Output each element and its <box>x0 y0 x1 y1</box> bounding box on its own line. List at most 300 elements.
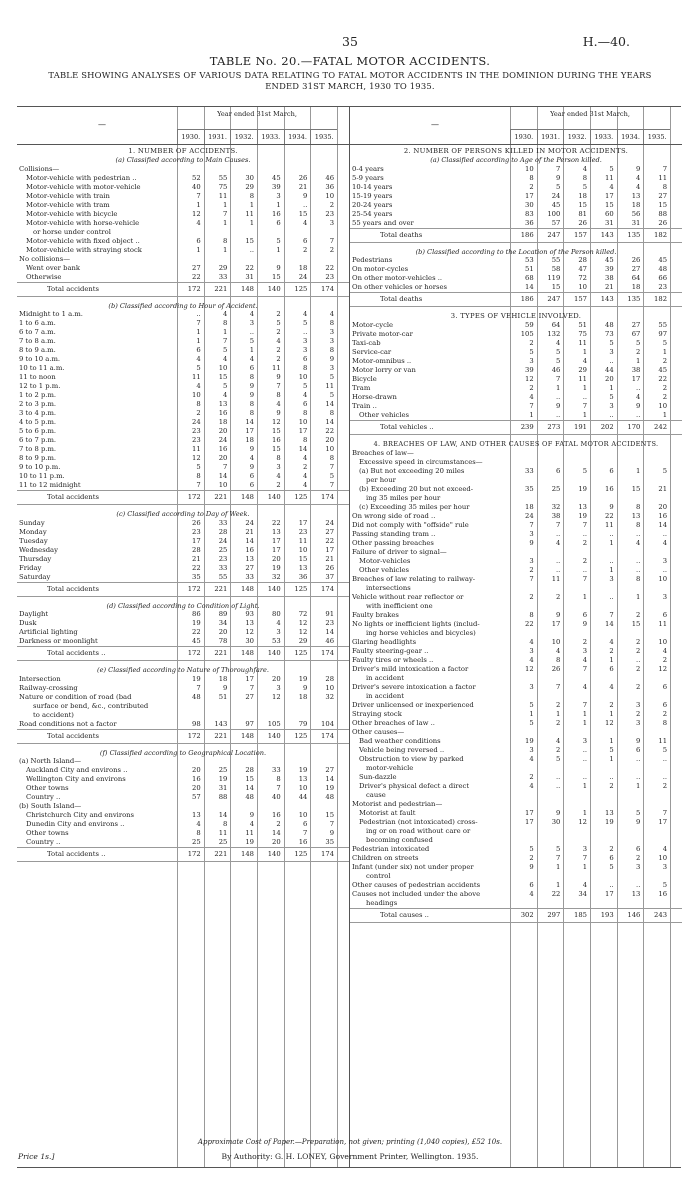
cell-value: 4 <box>249 355 255 363</box>
cell-value: 14 <box>218 472 228 480</box>
cell-value: 22 <box>325 427 335 435</box>
cell-value: 1 <box>582 709 588 718</box>
cell-value: 3 <box>582 844 588 853</box>
cell-value: 35 <box>325 838 335 846</box>
cell-value: 33 <box>218 563 228 572</box>
cell-value: 5 <box>276 236 281 245</box>
cell-value: 5 <box>636 339 641 347</box>
cell-value: 15 <box>631 484 641 493</box>
total-label: Total accidents <box>47 284 100 293</box>
table-row <box>17 775 349 784</box>
cell-value: 20 <box>192 784 201 792</box>
imprint <box>0 1152 700 1166</box>
row-label: 1 to 6 a.m. <box>19 319 56 327</box>
row-label: Railway-crossing <box>19 683 78 692</box>
total-value: 157 <box>574 295 588 303</box>
cell-value: 12 <box>578 817 588 826</box>
total-value: 125 <box>294 584 308 593</box>
total-label: Total causes .. <box>380 910 429 919</box>
cell-value: 45 <box>658 366 668 374</box>
table-row <box>350 665 682 674</box>
total-row <box>17 282 349 297</box>
total-value: 242 <box>654 423 668 431</box>
cell-value: 13 <box>192 811 201 819</box>
cell-value: 55 <box>658 321 668 329</box>
cell-value: 15 <box>272 272 281 281</box>
cell-value: 30 <box>245 637 255 645</box>
cell-value: 36 <box>298 572 308 581</box>
cell-value: 29 <box>245 182 255 191</box>
cell-value: 13 <box>631 191 641 200</box>
cell-value: .. <box>582 745 588 754</box>
cell-value: 11 <box>578 375 588 383</box>
cell-value: 5 <box>662 880 668 889</box>
cell-value: 24 <box>192 418 201 426</box>
row-label: 25-54 years <box>352 209 393 218</box>
row-label: Vehicle being reversed .. <box>359 745 445 754</box>
cell-value: 2 <box>636 853 641 862</box>
total-value: 185 <box>574 910 588 919</box>
table-row <box>350 256 682 265</box>
cell-value: 5 <box>249 337 255 345</box>
row-label: per hour <box>366 475 396 484</box>
cell-value: 9 <box>582 619 588 628</box>
table-row <box>17 400 349 409</box>
cell-value: 1 <box>196 337 201 345</box>
cell-value: 12 <box>272 418 281 426</box>
cell-value: 7 <box>329 481 335 489</box>
table-row <box>350 890 682 899</box>
row-label: Motor-vehicle with motor-vehicle <box>26 182 141 191</box>
price: Price 1s.] <box>18 1152 55 1161</box>
cell-value: 12 <box>272 692 281 701</box>
cell-value: 2 <box>276 355 281 363</box>
cell-value: 17 <box>525 817 534 826</box>
row-label: 7 to 8 a.m. <box>19 337 56 345</box>
total-value: 186 <box>520 295 534 303</box>
row-label: Wellington City and environs <box>26 775 126 783</box>
total-row <box>17 582 349 597</box>
cell-value: 4 <box>223 355 228 363</box>
row-label: 6 to 7 a.m. <box>19 328 56 336</box>
cell-value: 7 <box>529 574 534 583</box>
cell-value: 22 <box>325 263 335 272</box>
cell-value: .. <box>662 754 668 763</box>
cell-value: 15 <box>578 200 588 209</box>
cell-value: 5 <box>662 745 668 754</box>
cell-value: 4 <box>196 820 201 828</box>
cell-value: 51 <box>525 265 534 273</box>
cell-value: 18 <box>218 674 228 683</box>
cell-value: 23 <box>325 209 335 218</box>
cell-value: 27 <box>245 692 255 701</box>
cell-value: 30 <box>551 817 561 826</box>
cell-value: 23 <box>298 527 308 536</box>
cell-value: 17 <box>525 808 534 817</box>
cell-value: 5 <box>223 346 228 354</box>
cell-value: 5 <box>556 182 561 191</box>
total-value: 174 <box>321 850 335 858</box>
total-value: 140 <box>267 493 281 501</box>
cell-value: 3 <box>529 745 534 754</box>
row-label: cause <box>366 790 386 799</box>
cell-value: 66 <box>658 274 668 282</box>
cell-value: 10 <box>218 481 228 489</box>
total-row <box>17 646 349 661</box>
cell-value: 5 <box>556 844 561 853</box>
cell-value: 16 <box>272 436 281 444</box>
column-header: — Year ended 31st March, 1930. 1931. 1932. 1933. 1934. 1935. <box>17 107 349 145</box>
page-header <box>0 34 700 50</box>
cell-value: 5 <box>556 348 561 356</box>
table-row <box>350 539 682 548</box>
cell-value: 22 <box>325 536 335 545</box>
cell-value: 4 <box>582 880 588 889</box>
cell-value: 24 <box>525 511 534 520</box>
cell-value: 16 <box>218 445 228 453</box>
total-label: Total accidents <box>47 493 100 501</box>
total-row <box>350 908 682 923</box>
cell-value: 47 <box>578 265 588 273</box>
row-label: No collisions— <box>19 254 71 263</box>
cell-value: 4 <box>529 655 534 664</box>
cell-value: 2 <box>529 565 534 574</box>
table-row <box>350 818 682 827</box>
table-row <box>17 373 349 382</box>
cell-value: 1 <box>582 808 588 817</box>
table-row <box>17 319 349 328</box>
table-row <box>350 557 682 566</box>
total-value: 146 <box>627 910 641 919</box>
cell-value: .. <box>249 328 255 336</box>
cell-value: 13 <box>272 527 281 536</box>
cell-value: 23 <box>325 619 335 627</box>
cell-value: 4 <box>636 182 641 191</box>
cell-value: 13 <box>605 808 614 817</box>
row-label: Driver's severe intoxication a factor <box>352 682 476 691</box>
cell-value: 7 <box>556 853 561 862</box>
cell-value: 38 <box>605 274 614 282</box>
cell-value: 2 <box>662 393 668 401</box>
section-title: 3. TYPES OF VEHICLE INVOLVED. <box>450 312 582 320</box>
table-row <box>17 784 349 793</box>
table-row <box>350 692 682 701</box>
cell-value: .. <box>662 772 668 781</box>
table-row <box>17 346 349 355</box>
row-label: Motorist and pedestrian— <box>352 799 443 808</box>
cell-value: 3 <box>662 862 668 871</box>
total-value: 125 <box>294 850 308 858</box>
cell-value: 2 <box>303 245 308 254</box>
row-label: Otherwise <box>26 272 62 281</box>
cell-value: .. <box>636 754 641 763</box>
table-row <box>350 593 682 602</box>
cell-value: 3 <box>609 574 614 583</box>
table-row <box>350 283 682 292</box>
cell-value: 4 <box>529 889 534 898</box>
table-row <box>17 637 349 646</box>
page-number: 35 <box>342 34 358 49</box>
total-value: 174 <box>321 649 335 657</box>
cell-value: 45 <box>272 173 281 182</box>
table-row <box>350 384 682 393</box>
table-row <box>350 638 682 647</box>
row-label: Other causes of pedestrian accidents <box>352 880 481 889</box>
total-value: 140 <box>267 731 281 740</box>
cell-value: 4 <box>276 337 281 345</box>
row-label: Obstruction to view by parked <box>359 754 464 763</box>
cell-value: 26 <box>658 218 668 227</box>
cell-value: 3 <box>303 337 308 345</box>
cell-value: 11 <box>658 173 668 182</box>
cell-value: 9 <box>609 502 614 511</box>
table-row <box>350 357 682 366</box>
total-value: 157 <box>574 230 588 239</box>
cell-value: 11 <box>245 829 255 837</box>
table-title: TABLE No. 20.—FATAL MOTOR ACCIDENTS. <box>209 54 491 68</box>
cell-value: 23 <box>192 527 201 536</box>
cell-value: 17 <box>325 545 335 554</box>
cell-value: 12 <box>245 628 255 636</box>
cell-value: 4 <box>329 310 335 318</box>
cell-value: 2 <box>529 182 534 191</box>
table-row <box>17 409 349 418</box>
cell-value: 75 <box>218 182 228 191</box>
table-row <box>350 836 682 845</box>
table-row <box>17 454 349 463</box>
cell-value: 23 <box>325 272 335 281</box>
table-row <box>350 274 682 283</box>
row-label: Glaring headlights <box>352 637 417 646</box>
table-row <box>350 476 682 485</box>
cell-value: 20 <box>272 674 281 683</box>
cell-value: 27 <box>631 321 641 329</box>
table-row <box>350 503 682 512</box>
cell-value: 16 <box>658 889 668 898</box>
cell-value: 4 <box>529 754 534 763</box>
row-label: 9 to 10 a.m. <box>19 355 61 363</box>
table-row <box>17 445 349 454</box>
cell-value: 2 <box>303 463 308 471</box>
total-value: 125 <box>294 731 308 740</box>
table-row <box>17 364 349 373</box>
cell-value: 29 <box>578 366 588 374</box>
total-value: 202 <box>600 423 614 431</box>
total-value: 125 <box>294 493 308 501</box>
cell-value: 21 <box>325 554 335 563</box>
cell-value: 5 <box>556 357 561 365</box>
cell-value: 6 <box>303 400 308 408</box>
cell-value: 25 <box>218 766 228 774</box>
cell-value: 16 <box>218 409 228 417</box>
cell-value: 24 <box>218 436 228 444</box>
cell-value: 23 <box>192 436 201 444</box>
column-header: — Year ended 31st March, 1930. 1931. 1932. 1933. 1934. 1935. <box>350 107 682 145</box>
cell-value: .. <box>609 529 614 538</box>
row-label: Other causes— <box>352 727 405 736</box>
row-label: Faulty steering-gear .. <box>352 646 429 655</box>
cell-value: 11 <box>272 364 281 372</box>
cell-value: 14 <box>298 445 308 453</box>
table-row <box>17 675 349 684</box>
row-label: Saturday <box>19 572 51 581</box>
row-label: 55 years and over <box>352 218 414 227</box>
cell-value: 29 <box>218 263 228 272</box>
row-label: 1 to 2 p.m. <box>19 391 57 399</box>
cell-value: 15 <box>298 554 308 563</box>
cell-value: 2 <box>636 610 641 619</box>
cell-value: 2 <box>276 820 281 828</box>
row-label: Wednesday <box>19 545 58 554</box>
cell-value: 10 <box>298 784 308 792</box>
subsection-caption: (c) Classified according to Day of Week. <box>116 510 250 518</box>
cell-value: 3 <box>329 364 335 372</box>
total-value: 172 <box>187 649 201 657</box>
cell-value: 45 <box>658 256 668 264</box>
cell-value: 4 <box>303 391 308 399</box>
cell-value: 15 <box>272 445 281 453</box>
row-label: Monday <box>19 527 47 536</box>
cell-value: 35 <box>192 572 201 581</box>
total-row <box>350 228 682 243</box>
row-label: Driver's mild intoxication a factor <box>352 664 469 673</box>
total-value: 148 <box>241 584 255 593</box>
cell-value: 9 <box>303 191 308 200</box>
table-row <box>17 481 349 490</box>
cell-value: 78 <box>218 637 228 645</box>
total-value: 221 <box>214 284 228 293</box>
cell-value: .. <box>609 592 614 601</box>
total-row <box>350 292 682 307</box>
cell-value: 64 <box>551 321 561 329</box>
cell-value: 4 <box>556 538 561 547</box>
total-row <box>17 729 349 744</box>
cell-value: 8 <box>276 454 281 462</box>
cell-value: 2 <box>636 664 641 673</box>
cell-value: 20 <box>272 554 281 563</box>
cell-value: 1 <box>529 709 534 718</box>
cell-value: 17 <box>192 536 201 545</box>
cell-value: 2 <box>529 384 534 392</box>
row-label: (a) North Island— <box>19 757 81 765</box>
cell-value: .. <box>556 556 561 565</box>
cell-value: 1 <box>556 862 561 871</box>
cell-value: .. <box>582 393 588 401</box>
table-row <box>350 210 682 219</box>
cell-value: 14 <box>325 628 335 636</box>
cell-value: 38 <box>551 511 561 520</box>
table-row <box>350 602 682 611</box>
cell-value: .. <box>556 781 561 790</box>
cell-value: 33 <box>218 272 228 281</box>
table-row <box>17 519 349 528</box>
table-row <box>350 375 682 384</box>
cell-value: 51 <box>578 321 588 329</box>
row-label: 10 to 11 a.m. <box>19 364 65 372</box>
cell-value: 20 <box>325 436 335 444</box>
row-label: becoming confused <box>366 835 433 844</box>
cell-value: 4 <box>249 820 255 828</box>
cell-value: 5 <box>303 319 308 327</box>
row-label: (b) Exceeding 20 but not exceed- <box>359 484 474 493</box>
table-row <box>350 530 682 539</box>
cell-value: 5 <box>329 472 335 480</box>
cell-value: 7 <box>556 520 561 529</box>
table-row <box>350 737 682 746</box>
cell-value: 58 <box>551 265 561 273</box>
cell-value: 2 <box>276 481 281 489</box>
cell-value: 55 <box>551 256 561 264</box>
row-label: headings <box>366 898 398 907</box>
table-row <box>17 793 349 802</box>
table-row <box>350 548 682 557</box>
total-label: Total accidents <box>47 584 100 593</box>
cell-value: 11 <box>192 445 201 453</box>
cell-value: 10 <box>325 191 335 200</box>
cell-value: 8 <box>529 610 534 619</box>
cell-value: 6 <box>582 610 588 619</box>
cell-value: 5 <box>582 466 588 475</box>
cell-value: 7 <box>303 829 308 837</box>
total-value: 148 <box>241 731 255 740</box>
total-value: 221 <box>214 584 228 593</box>
printer-authority: By Authority: G. H. LONEY, Government Printer, Wellington. 1935. <box>221 1152 479 1161</box>
cell-value: 14 <box>325 400 335 408</box>
cell-value: 13 <box>631 511 641 520</box>
cell-value: 2 <box>556 592 561 601</box>
cell-value: .. <box>609 357 614 365</box>
cell-value: 2 <box>276 346 281 354</box>
cell-value: 39 <box>525 366 534 374</box>
row-label: ing horse vehicles and bicycles) <box>366 628 476 637</box>
table-row <box>17 838 349 847</box>
cell-value: 14 <box>325 775 335 783</box>
cell-value: .. <box>303 328 308 336</box>
table-row <box>350 174 682 183</box>
cell-value: 1 <box>223 245 228 254</box>
row-label: Service-car <box>352 348 392 356</box>
row-label: 9 to 10 p.m. <box>19 463 61 471</box>
cell-value: 14 <box>605 619 614 628</box>
row-label: control <box>366 871 391 880</box>
cell-value: 119 <box>547 274 561 282</box>
total-value: 125 <box>294 649 308 657</box>
cell-value: 7 <box>662 164 668 173</box>
cell-value: 15 <box>631 619 641 628</box>
row-label: 2 to 3 p.m. <box>19 400 57 408</box>
cell-value: 6 <box>303 820 308 828</box>
table-row <box>350 467 682 476</box>
row-label: Sun-dazzle <box>359 772 397 781</box>
cell-value: 11 <box>658 736 668 745</box>
cell-value: 6 <box>662 682 668 691</box>
cell-value: 17 <box>658 817 668 826</box>
row-label: Pedestrians <box>352 256 393 264</box>
cell-value: 88 <box>658 209 668 218</box>
table-row <box>17 418 349 427</box>
cell-value: 9 <box>636 164 641 173</box>
cell-value: 18 <box>631 283 641 291</box>
total-value: 221 <box>214 649 228 657</box>
row-label: Motor-vehicle with straying stock <box>26 245 142 254</box>
table-row <box>17 337 349 346</box>
cell-value: 5 <box>529 718 534 727</box>
total-value: 182 <box>654 295 668 303</box>
row-label: Midnight to 1 a.m. <box>19 310 83 318</box>
cell-value: 1 <box>582 862 588 871</box>
cell-value: 105 <box>520 330 534 338</box>
cell-value: 25 <box>551 484 561 493</box>
